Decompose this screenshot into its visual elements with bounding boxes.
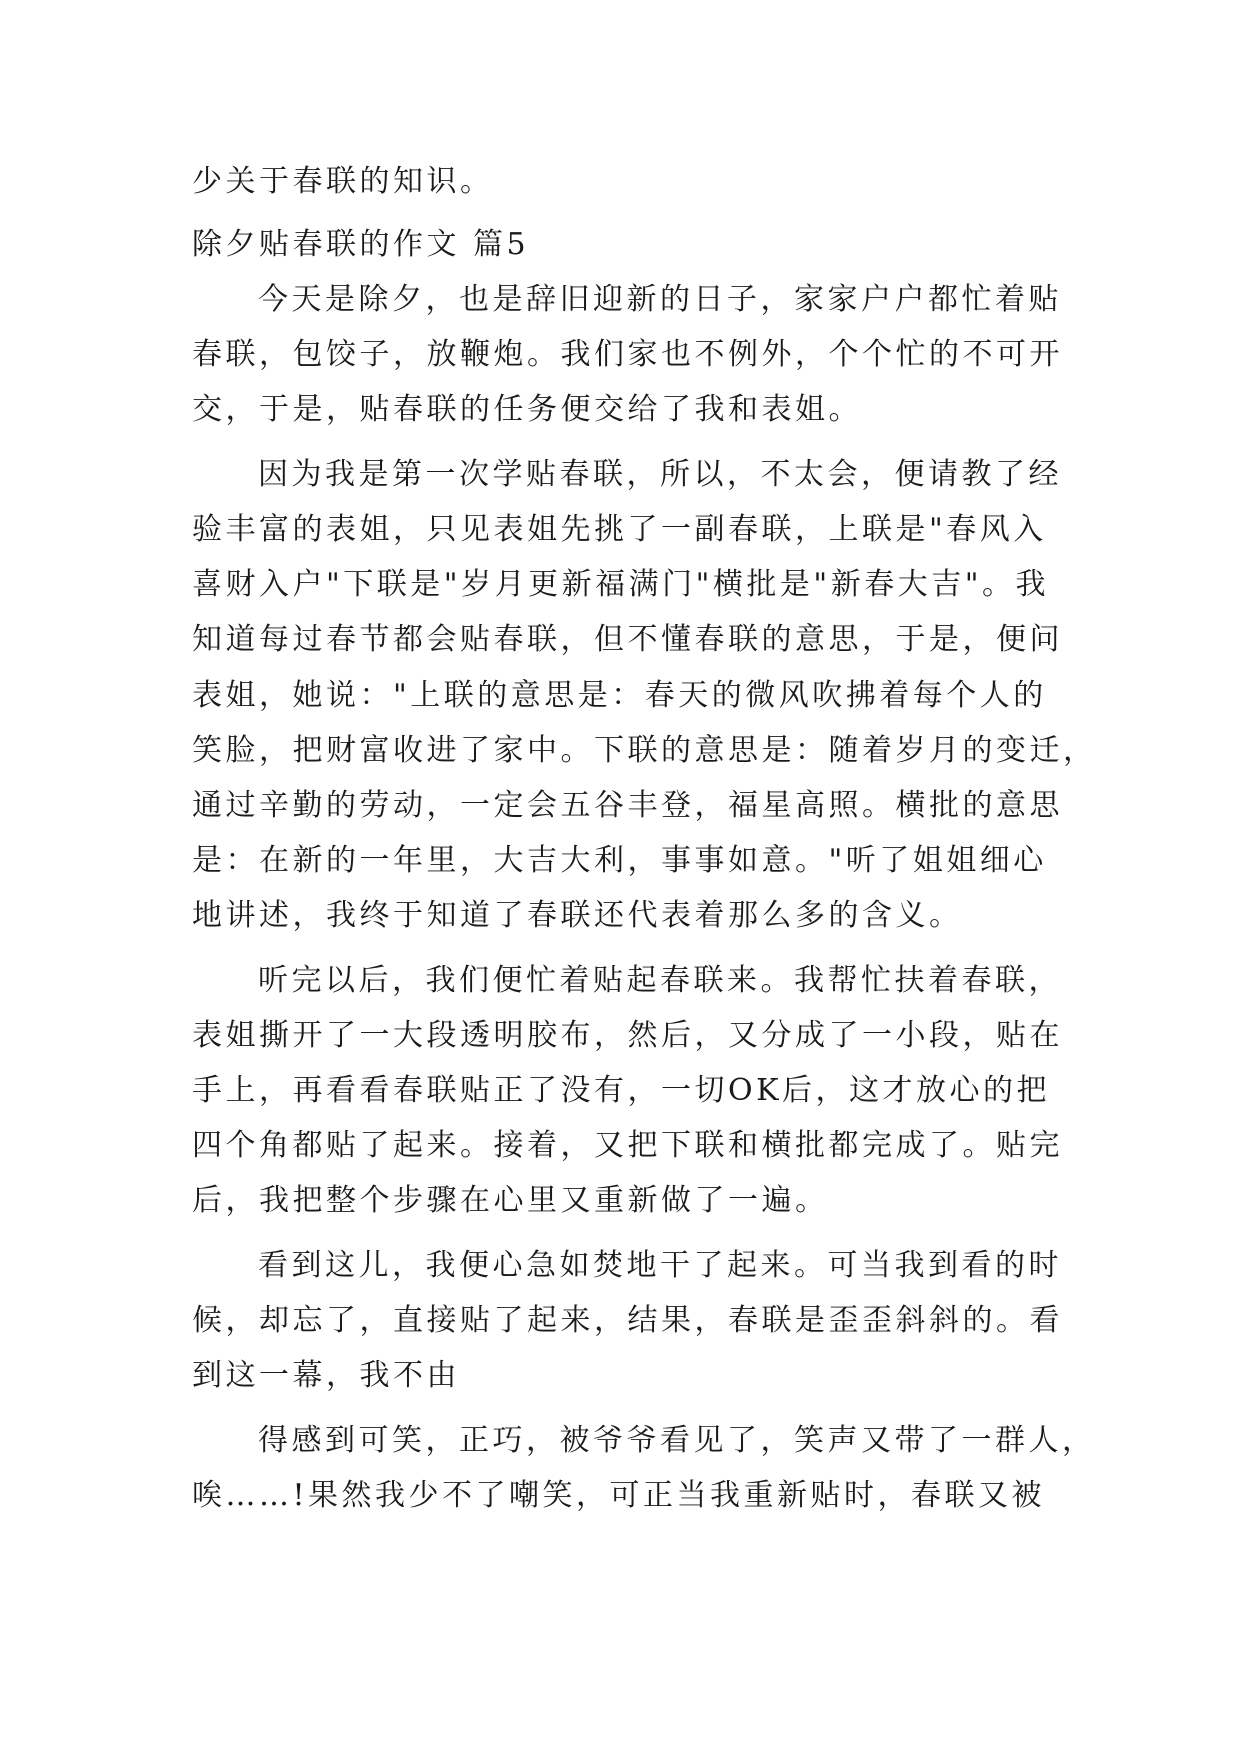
text-line: 后，我把整个步骤在心里又重新做了一遍。 xyxy=(192,1183,829,1218)
text-line: 到这一幕，我不由 xyxy=(192,1358,460,1393)
text-line: 候，却忘了，直接贴了起来，结果，春联是歪歪斜斜的。看 xyxy=(192,1303,1063,1338)
text-line: 交，于是，贴春联的任务便交给了我和表姐。 xyxy=(192,392,862,427)
text-line: 表姐撕开了一大段透明胶布，然后，又分成了一小段，贴在 xyxy=(192,1018,1063,1053)
text-line: 是：在新的一年里，大吉大利，事事如意。"听了姐姐细心 xyxy=(192,843,1047,878)
text-line: 听完以后，我们便忙着贴起春联来。我帮忙扶着春联， xyxy=(258,963,1062,998)
text-line: 手上，再看看春联贴正了没有，一切OK后，这才放心的把 xyxy=(192,1073,1051,1108)
text-line: 今天是除夕，也是辞旧迎新的日子，家家户户都忙着贴 xyxy=(258,282,1062,317)
text-line: 少关于春联的知识。 xyxy=(192,164,494,199)
text-line: 知道每过春节都会贴春联，但不懂春联的意思，于是，便问 xyxy=(192,622,1063,657)
text-line: 看到这儿，我便心急如焚地干了起来。可当我到看的时 xyxy=(258,1248,1062,1283)
text-line: 春联，包饺子，放鞭炮。我们家也不例外，个个忙的不可开 xyxy=(192,337,1063,372)
section-heading: 除夕贴春联的作文 篇5 xyxy=(192,227,530,262)
text-line: 得感到可笑，正巧，被爷爷看见了，笑声又带了一群人， xyxy=(258,1423,1096,1458)
text-line: 笑脸，把财富收进了家中。下联的意思是：随着岁月的变迁， xyxy=(192,733,1097,768)
text-line: 地讲述，我终于知道了春联还代表着那么多的含义。 xyxy=(192,898,963,933)
text-line: 通过辛勤的劳动，一定会五谷丰登，福星高照。横批的意思 xyxy=(192,788,1063,823)
text-line: 验丰富的表姐，只见表姐先挑了一副春联，上联是"春风入 xyxy=(192,512,1047,547)
text-line: 喜财入户"下联是"岁月更新福满门"横批是"新春大吉"。我 xyxy=(192,567,1049,602)
text-line: 因为我是第一次学贴春联，所以，不太会，便请教了经 xyxy=(258,457,1062,492)
text-line: 四个角都贴了起来。接着，又把下联和横批都完成了。贴完 xyxy=(192,1128,1063,1163)
text-line: 表姐，她说："上联的意思是：春天的微风吹拂着每个人的 xyxy=(192,678,1047,713)
text-line: 唉……!果然我少不了嘲笑，可正当我重新贴时，春联又被 xyxy=(192,1478,1046,1513)
